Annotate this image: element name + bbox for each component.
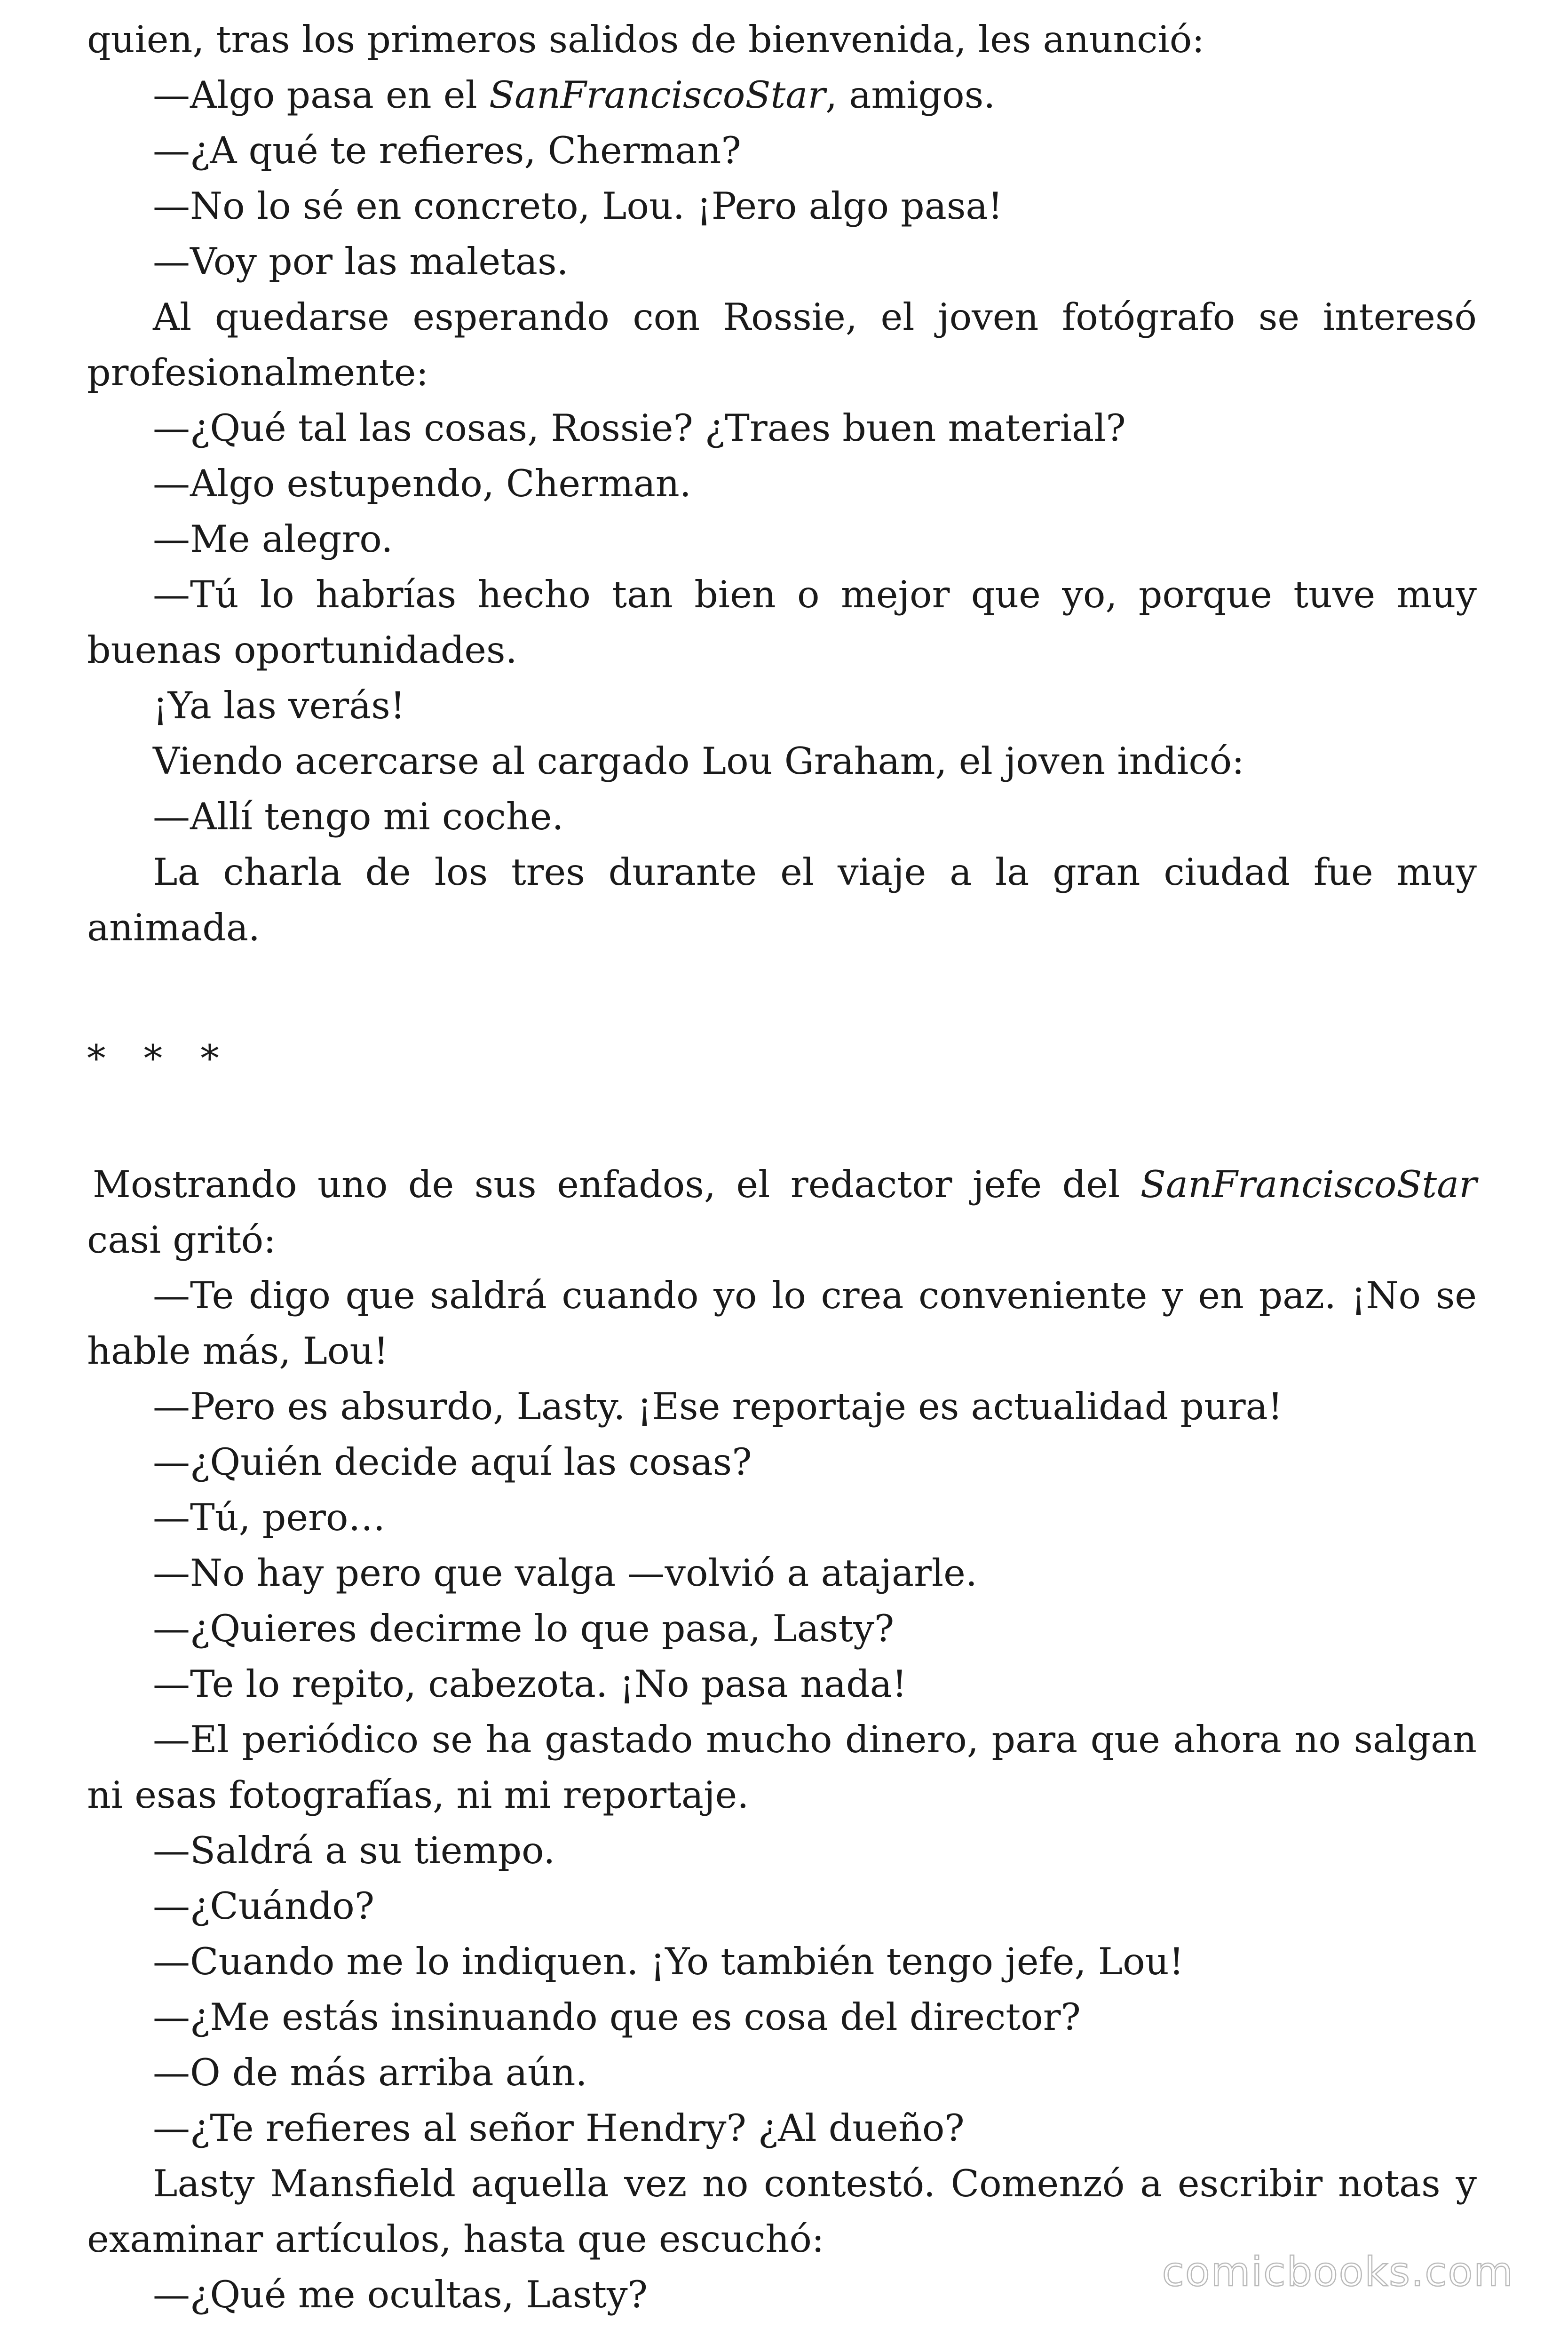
newspaper-name: SanFranciscoStar xyxy=(489,73,826,117)
paragraph: La charla de los tres durante el viaje a la gran ciudad fue muy animada. xyxy=(87,850,1477,949)
paragraph: —¿Qué tal las cosas, Rossie? ¿Traes buen material? xyxy=(153,406,1126,450)
paragraph: Lasty Mansfield aquella vez no contestó. Comenzó a escribir notas y examinar artículos, hasta que escuchó: xyxy=(87,2162,1477,2261)
paragraph: —Me alegro. xyxy=(153,517,393,561)
paragraph: —¿A qué te refieres, Cherman? xyxy=(153,129,741,172)
paragraph: —Algo pasa en el SanFranciscoStar, amigos. xyxy=(153,73,996,117)
paragraph: —¿Quién decide aquí las cosas? xyxy=(153,1440,752,1484)
paragraph: —Allí tengo mi coche. xyxy=(153,795,564,838)
paragraph: Al quedarse esperando con Rossie, el joven fotógrafo se interesó profesionalmente: xyxy=(87,295,1477,394)
paragraph: —Te digo que saldrá cuando yo lo crea conveniente y en paz. ¡No se hable más, Lou! xyxy=(87,1274,1477,1373)
paragraph: —Tú lo habrías hecho tan bien o mejor que yo, porque tuve muy buenas oportunidades. xyxy=(87,573,1477,672)
paragraph: —¿Quieres decirme lo que pasa, Lasty? xyxy=(153,1607,895,1650)
paragraph: —No hay pero que valga —volvió a atajarle. xyxy=(153,1551,978,1595)
paragraph: —O de más arriba aún. xyxy=(153,2051,587,2094)
paragraph: —Te lo repito, cabezota. ¡No pasa nada! xyxy=(153,1662,907,1706)
paragraph: —Pero es absurdo, Lasty. ¡Ese reportaje es actualidad pura! xyxy=(153,1385,1283,1428)
paragraph: —Tú, pero… xyxy=(153,1496,386,1539)
scene-separator: * * * xyxy=(87,1037,232,1080)
paragraph: ¡Ya las verás! xyxy=(153,684,405,727)
paragraph: Viendo acercarse al cargado Lou Graham, el joven indicó: xyxy=(153,739,1244,783)
paragraph: —Algo estupendo, Cherman. xyxy=(153,462,691,505)
paragraph: —Voy por las maletas. xyxy=(153,240,569,283)
watermark: comicbooks.com xyxy=(1162,2249,1514,2296)
newspaper-name: SanFranciscoStar xyxy=(1140,1163,1477,1206)
paragraph: —¿Cuándo? xyxy=(153,1884,375,1928)
paragraph: —¿Me estás insinuando que es cosa del director? xyxy=(153,1995,1081,2039)
paragraph: Mostrando uno de sus enfados, el redactor jefe del SanFranciscoStar casi gritó: xyxy=(87,1163,1477,1262)
paragraph: —Cuando me lo indiquen. ¡Yo también tengo jefe, Lou! xyxy=(153,1940,1184,1983)
paragraph: —¿Te refieres al señor Hendry? ¿Al dueño? xyxy=(153,2106,965,2150)
paragraph: —No lo sé en concreto, Lou. ¡Pero algo pasa! xyxy=(153,184,1003,228)
paragraph: —El periódico se ha gastado mucho dinero, para que ahora no salgan ni esas fotografías, ni mi reportaje. xyxy=(87,1718,1477,1817)
page-text xyxy=(87,12,1477,2322)
paragraph: —Saldrá a su tiempo. xyxy=(153,1829,555,1872)
paragraph: —¿Qué me ocultas, Lasty? xyxy=(153,2273,648,2316)
paragraph: quien, tras los primeros salidos de bienvenida, les anunció: xyxy=(87,18,1204,61)
